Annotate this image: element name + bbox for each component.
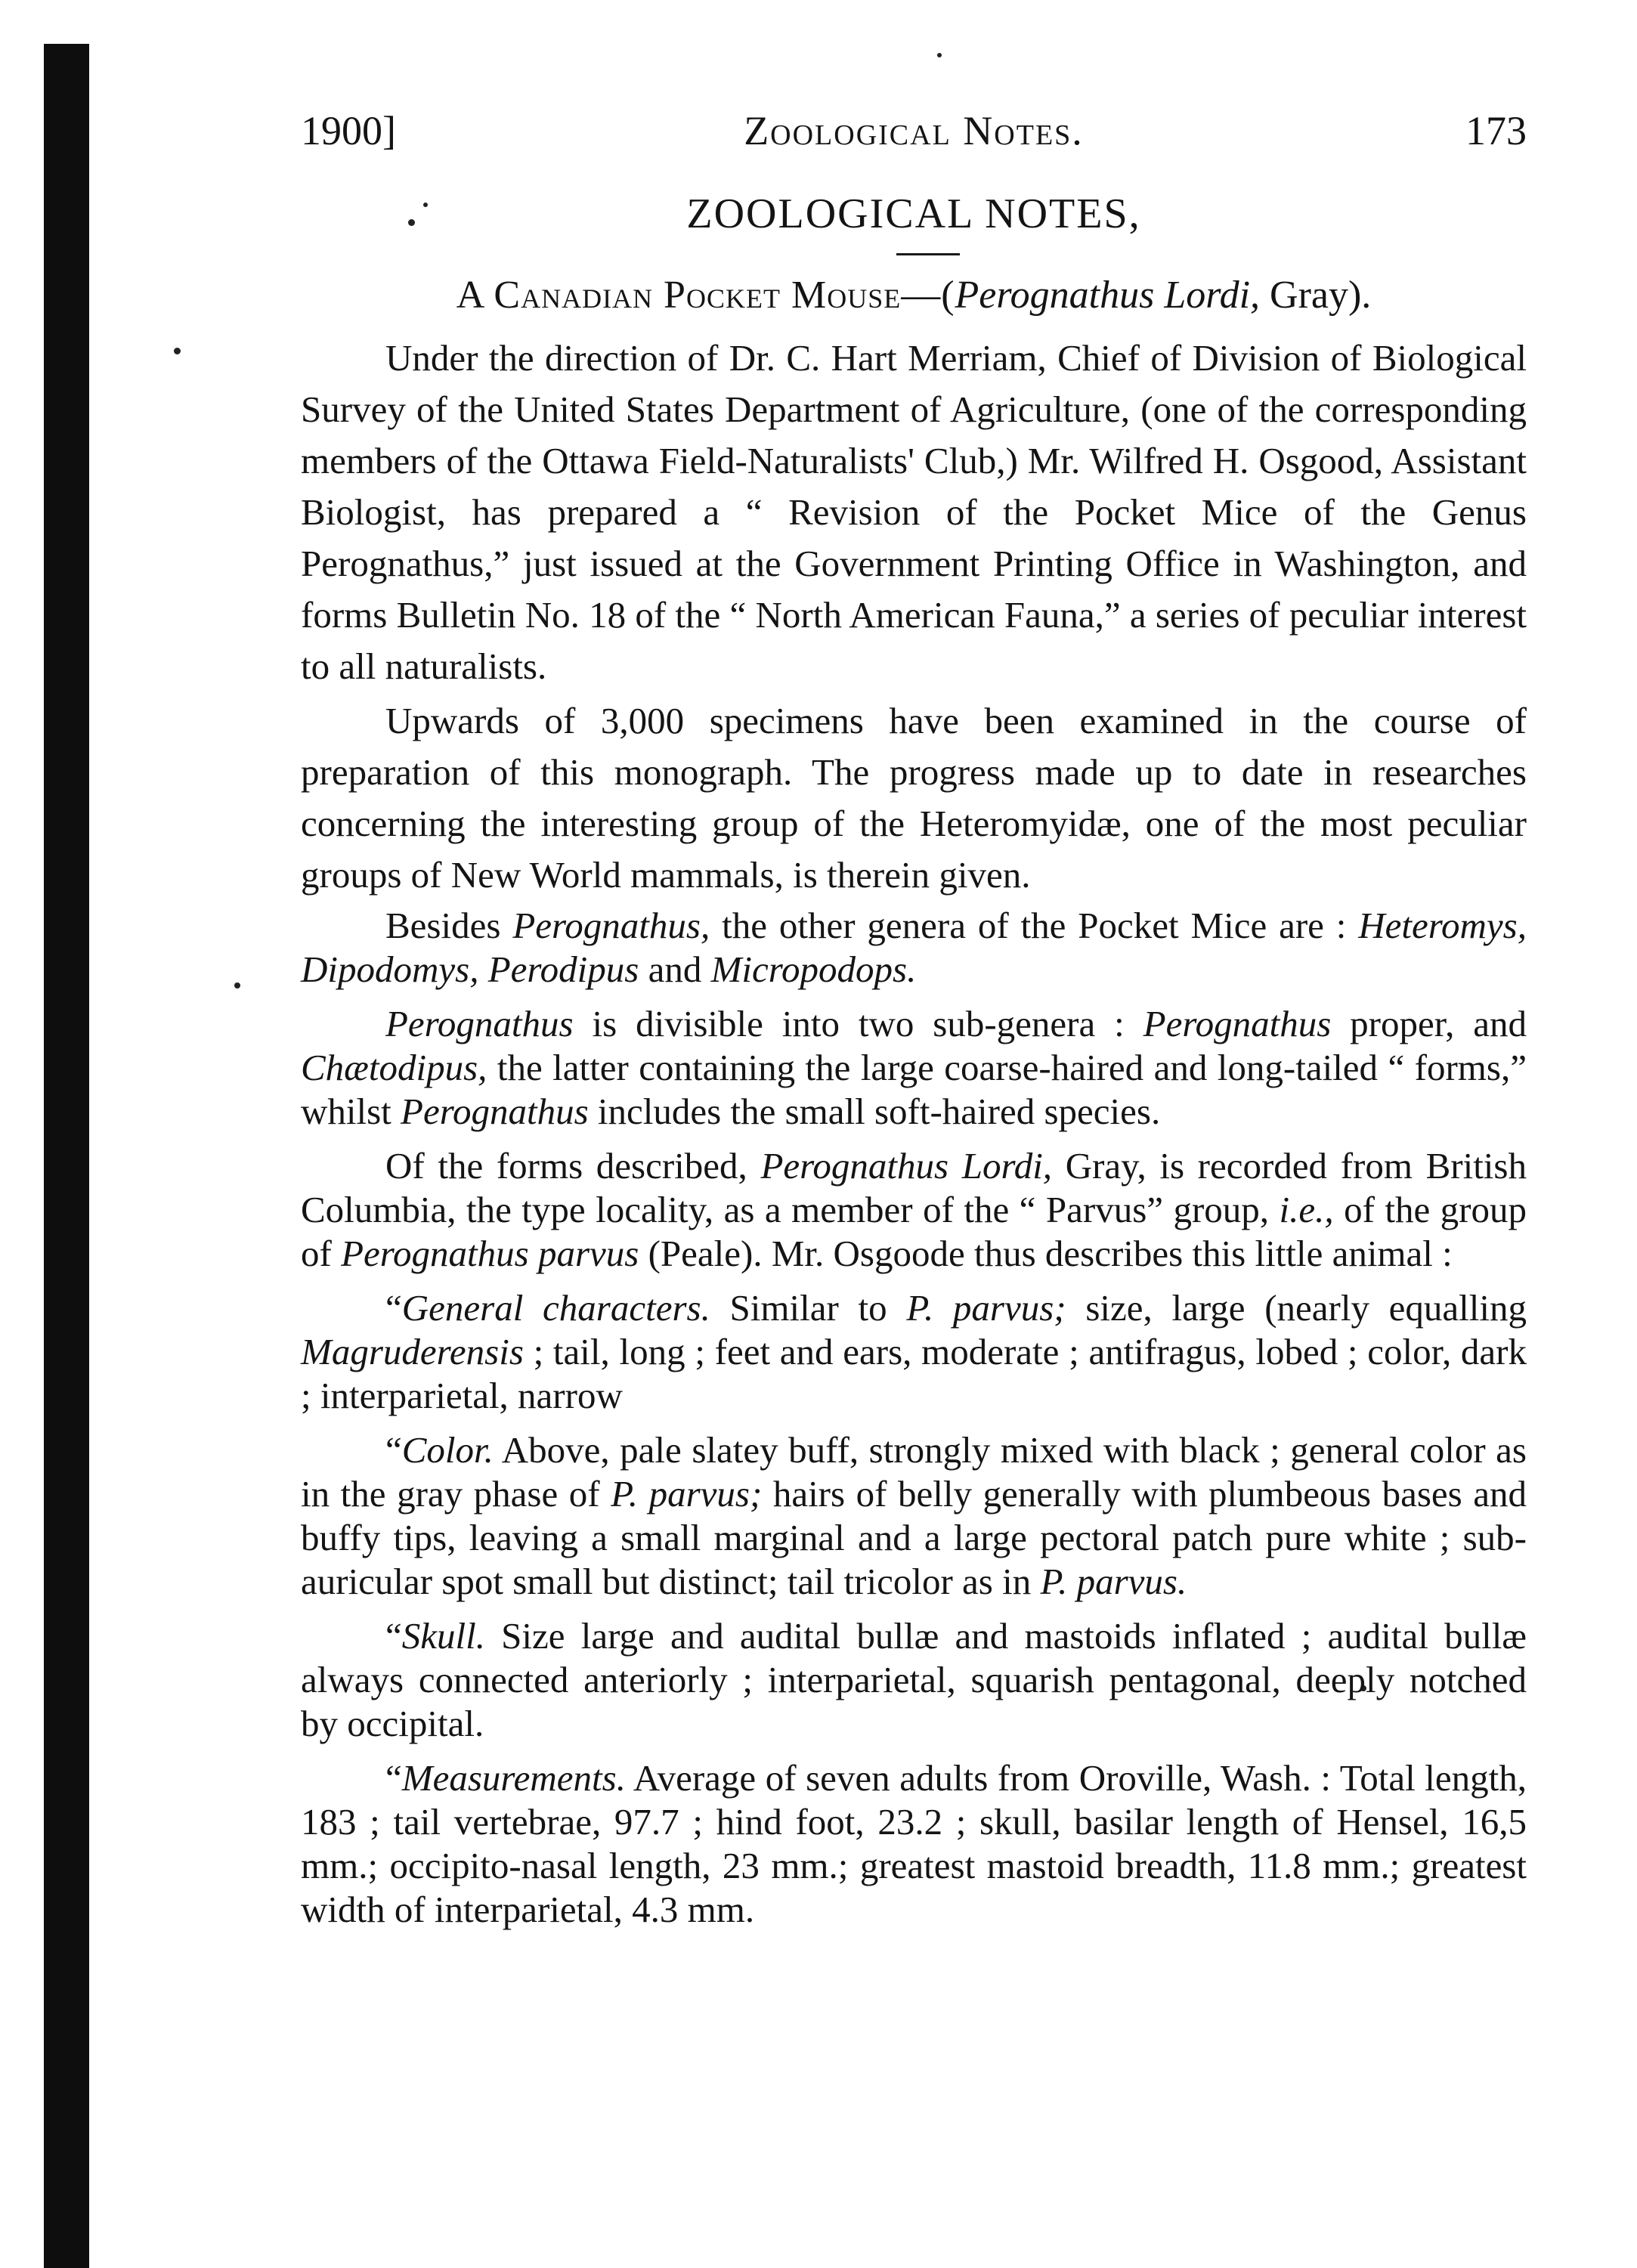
text-run: Similar to bbox=[710, 1287, 907, 1329]
paragraph bbox=[301, 1428, 1527, 1604]
paragraph bbox=[301, 333, 1527, 692]
text-run: the other genera of the Pocket Mice are : bbox=[710, 905, 1359, 946]
page-binding-shadow bbox=[44, 44, 89, 2268]
print-speck bbox=[234, 982, 240, 989]
text-run: Size large and audital bullæ and mastoids inflated ; audital bullæ always connected anteriorly ; interparietal, squarish pentagonal, deeply notched by occipital. bbox=[301, 1615, 1527, 1744]
print-speck bbox=[174, 348, 181, 354]
italic-run: Measurements. bbox=[401, 1757, 626, 1799]
heading-prefix: A Canadian Pocket Mouse—( bbox=[456, 274, 955, 317]
italic-run: Heteromys, Dipodomys, Perodipus bbox=[301, 905, 1527, 990]
text-run: Besides bbox=[385, 905, 513, 946]
running-head bbox=[301, 104, 1527, 157]
italic-run: Magruderensis bbox=[301, 1331, 524, 1372]
text-run: (Peale). Mr. Osgoode thus describes this little animal : bbox=[639, 1233, 1453, 1274]
italic-run: Skull. bbox=[401, 1615, 485, 1657]
title-rule bbox=[896, 253, 960, 255]
text-run: hairs of belly generally with plumbeous bases and buffy tips, leaving a small marginal and a large pectoral patch pure white ; sub-auricular spot small but distinct; tail tricolor as in bbox=[301, 1473, 1527, 1602]
italic-run: Chætodipus, bbox=[301, 1047, 487, 1088]
italic-run: Perognathus bbox=[401, 1091, 589, 1132]
italic-run: Perognathus Lordi, bbox=[760, 1145, 1053, 1187]
text-run: is divisible into two sub-genera : bbox=[573, 1003, 1143, 1044]
italic-run: P. parvus; bbox=[906, 1287, 1066, 1329]
article-body bbox=[301, 333, 1527, 1942]
text-run: Of the forms described, bbox=[385, 1145, 761, 1187]
text-run: Upwards of 3,000 specimens have been examined in the course of preparation of this monograph. The progress made up to date in researches concerning the interesting group of the Heteromyidæ, one of the most peculiar groups of New World mammals, is therein given. bbox=[301, 700, 1527, 896]
heading-suffix: Gray). bbox=[1260, 274, 1372, 317]
italic-run: P. parvus. bbox=[1040, 1561, 1187, 1602]
italic-run: Perognathus, bbox=[512, 905, 710, 946]
paragraph bbox=[301, 1144, 1527, 1276]
paragraph bbox=[301, 904, 1527, 992]
italic-run: Micropodops. bbox=[710, 948, 917, 990]
running-head-year: 1900] bbox=[301, 108, 396, 153]
running-head-section: Zoological Notes. bbox=[744, 108, 1084, 153]
text-run: ; tail, long ; feet and ears, moderate ; antifragus, lobed ; color, dark ; interparietal, narrow bbox=[301, 1331, 1527, 1416]
text-run: proper, and bbox=[1331, 1003, 1527, 1044]
paragraph bbox=[301, 1002, 1527, 1134]
text-run: Average of seven adults from Oroville, Wash. : Total length, 183 ; tail vertebrae, 97.7 ; hind foot, 23.2 ; skull, basilar length of Hensel, 16,5 mm.; occipito-nasal length, 23 mm.; greatest mastoid breadth, 11.8 mm.; greatest width of interparietal, 4.3 mm. bbox=[301, 1757, 1527, 1930]
print-speck bbox=[937, 53, 942, 57]
text-run: “ bbox=[385, 1287, 402, 1329]
text-run: Gray, is recorded from British Columbia, the type locality, as a member of the “ Parvus” group, bbox=[301, 1145, 1527, 1230]
italic-run: P. parvus; bbox=[611, 1473, 763, 1515]
text-run: Above, pale slatey buff, strongly mixed with black ; general color as in the gray phase of bbox=[301, 1429, 1527, 1515]
paragraph bbox=[301, 695, 1527, 901]
italic-run: i.e., bbox=[1279, 1189, 1334, 1230]
text-run: the latter containing the large coarse-haired and long-tailed “ forms,” whilst bbox=[301, 1047, 1527, 1132]
text-run: “ bbox=[385, 1757, 402, 1799]
text-run: Under the direction of Dr. C. Hart Merriam, Chief of Division of Biological Survey of the United States Department of Agriculture, (one of the corresponding members of the Ottawa Field-Naturalists' Club,) Mr. Wilfred H. Osgood, Assistant Biologist, has prepared a “ Revision of the Pocket Mice of the Genus Perognathus,” just issued at the Government Printing Office in Washington, and forms Bulletin No. 18 of the “ North American Fauna,” a series of peculiar interest to all naturalists. bbox=[301, 337, 1527, 687]
text-run: “ bbox=[385, 1615, 402, 1657]
article-title: ZOOLOGICAL NOTES, bbox=[686, 190, 1141, 237]
italic-run: General characters. bbox=[401, 1287, 710, 1329]
italic-run: Perognathus parvus bbox=[341, 1233, 639, 1274]
text-run: of the group of bbox=[301, 1189, 1527, 1274]
paragraph bbox=[301, 1614, 1527, 1746]
paragraph bbox=[301, 1756, 1527, 1932]
italic-run: Perognathus bbox=[1143, 1003, 1332, 1044]
page-number: 173 bbox=[1465, 108, 1527, 153]
paragraph bbox=[301, 1286, 1527, 1418]
heading-species: Perognathus Lordi, bbox=[955, 274, 1261, 317]
italic-run: Color. bbox=[401, 1429, 494, 1471]
article-heading bbox=[301, 269, 1527, 322]
italic-run: Perognathus bbox=[385, 1003, 574, 1044]
text-run: size, large (nearly equalling bbox=[1066, 1287, 1527, 1329]
text-run: and bbox=[639, 948, 711, 990]
text-run: includes the small soft-haired species. bbox=[588, 1091, 1161, 1132]
text-run: “ bbox=[385, 1429, 402, 1471]
